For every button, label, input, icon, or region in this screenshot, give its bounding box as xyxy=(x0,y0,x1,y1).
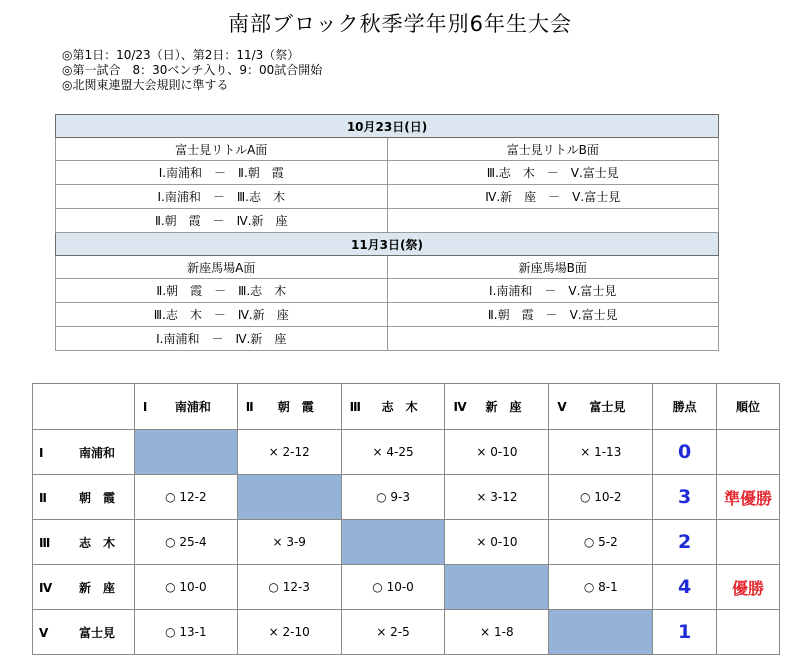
points-value: 1 xyxy=(653,610,717,655)
results-table xyxy=(32,383,780,655)
rank-value xyxy=(717,610,780,655)
page-title: 南部ブロック秋季学年別6年生大会 xyxy=(228,12,572,36)
header-team: Ⅳ 新 座 xyxy=(445,384,549,430)
self-match-cell xyxy=(445,565,549,610)
self-match-cell xyxy=(237,475,341,520)
score-cell: × 3-12 xyxy=(445,475,549,520)
result-row xyxy=(33,475,780,520)
day1-venue-b: 富士見リトルB面 xyxy=(387,138,719,161)
note-start-time: ◎第一試合 8：30ベンチ入り、9：00試合開始 xyxy=(62,63,323,77)
day1-match-b xyxy=(387,209,719,233)
points-value: 0 xyxy=(653,430,717,475)
note-dates: ◎第1日：10/23（日）、第2日：11/3（祭） xyxy=(62,48,300,62)
note-rules: ◎北関東連盟大会規則に準する xyxy=(62,78,229,92)
points-value: 3 xyxy=(653,475,717,520)
day1-match-b: Ⅲ.志 木 － Ⅴ.富士見 xyxy=(387,161,719,185)
row-team: Ⅲ 志 木 xyxy=(33,520,135,565)
row-team: Ⅱ 朝 霞 xyxy=(33,475,135,520)
header-team: Ⅰ 南浦和 xyxy=(134,384,237,430)
day1-match-b: Ⅳ.新 座 － Ⅴ.富士見 xyxy=(387,185,719,209)
result-row xyxy=(33,565,780,610)
header-team: Ⅲ 志 木 xyxy=(341,384,445,430)
result-row xyxy=(33,610,780,655)
day2-match-b: Ⅰ.南浦和 － Ⅴ.富士見 xyxy=(387,279,719,303)
result-row xyxy=(33,430,780,475)
row-team: Ⅰ 南浦和 xyxy=(33,430,135,475)
score-cell: ○ 25-4 xyxy=(134,520,237,565)
day2-match-a: Ⅰ.南浦和 － Ⅳ.新 座 xyxy=(56,327,388,351)
header-points: 勝点 xyxy=(653,384,717,430)
score-cell: ○ 10-0 xyxy=(341,565,445,610)
score-cell: × 4-25 xyxy=(341,430,445,475)
rank-value: 準優勝 xyxy=(717,475,780,520)
header-team: Ⅴ 富士見 xyxy=(549,384,653,430)
score-cell: ○ 10-0 xyxy=(134,565,237,610)
score-cell: ○ 8-1 xyxy=(549,565,653,610)
score-cell: ○ 10-2 xyxy=(549,475,653,520)
score-cell: × 1-8 xyxy=(445,610,549,655)
self-match-cell xyxy=(134,430,237,475)
score-cell: ○ 5-2 xyxy=(549,520,653,565)
score-cell: ○ 12-3 xyxy=(237,565,341,610)
points-value: 4 xyxy=(653,565,717,610)
rank-value xyxy=(717,430,780,475)
score-cell: ○ 9-3 xyxy=(341,475,445,520)
score-cell: × 0-10 xyxy=(445,430,549,475)
tournament-notes xyxy=(62,48,322,93)
day1-date: 10月23日(日) xyxy=(56,115,719,138)
day2-match-b xyxy=(387,327,719,351)
day2-venue-b: 新座馬場B面 xyxy=(387,256,719,279)
day2-date: 11月3日(祭) xyxy=(56,233,719,256)
score-cell: × 2-12 xyxy=(237,430,341,475)
self-match-cell xyxy=(549,610,653,655)
rank-value xyxy=(717,520,780,565)
day1-match-a: Ⅰ.南浦和 － Ⅲ.志 木 xyxy=(56,185,388,209)
points-value: 2 xyxy=(653,520,717,565)
day2-match-b: Ⅱ.朝 霞 － Ⅴ.富士見 xyxy=(387,303,719,327)
day2-match-a: Ⅱ.朝 霞 － Ⅲ.志 木 xyxy=(56,279,388,303)
day1-venue-a: 富士見リトルA面 xyxy=(56,138,388,161)
header-corner xyxy=(33,384,135,430)
row-team: Ⅴ 富士見 xyxy=(33,610,135,655)
score-cell: × 2-10 xyxy=(237,610,341,655)
result-row xyxy=(33,520,780,565)
rank-value: 優勝 xyxy=(717,565,780,610)
day1-match-a: Ⅱ.朝 霞 － Ⅳ.新 座 xyxy=(56,209,388,233)
day2-match-a: Ⅲ.志 木 － Ⅳ.新 座 xyxy=(56,303,388,327)
header-team: Ⅱ 朝 霞 xyxy=(237,384,341,430)
score-cell: × 0-10 xyxy=(445,520,549,565)
self-match-cell xyxy=(341,520,445,565)
row-team: Ⅳ 新 座 xyxy=(33,565,135,610)
score-cell: × 2-5 xyxy=(341,610,445,655)
day1-match-a: Ⅰ.南浦和 － Ⅱ.朝 霞 xyxy=(56,161,388,185)
day2-venue-a: 新座馬場A面 xyxy=(56,256,388,279)
score-cell: × 1-13 xyxy=(549,430,653,475)
score-cell: ○ 12-2 xyxy=(134,475,237,520)
score-cell: ○ 13-1 xyxy=(134,610,237,655)
match-schedule-table xyxy=(55,114,719,351)
header-rank: 順位 xyxy=(717,384,780,430)
score-cell: × 3-9 xyxy=(237,520,341,565)
